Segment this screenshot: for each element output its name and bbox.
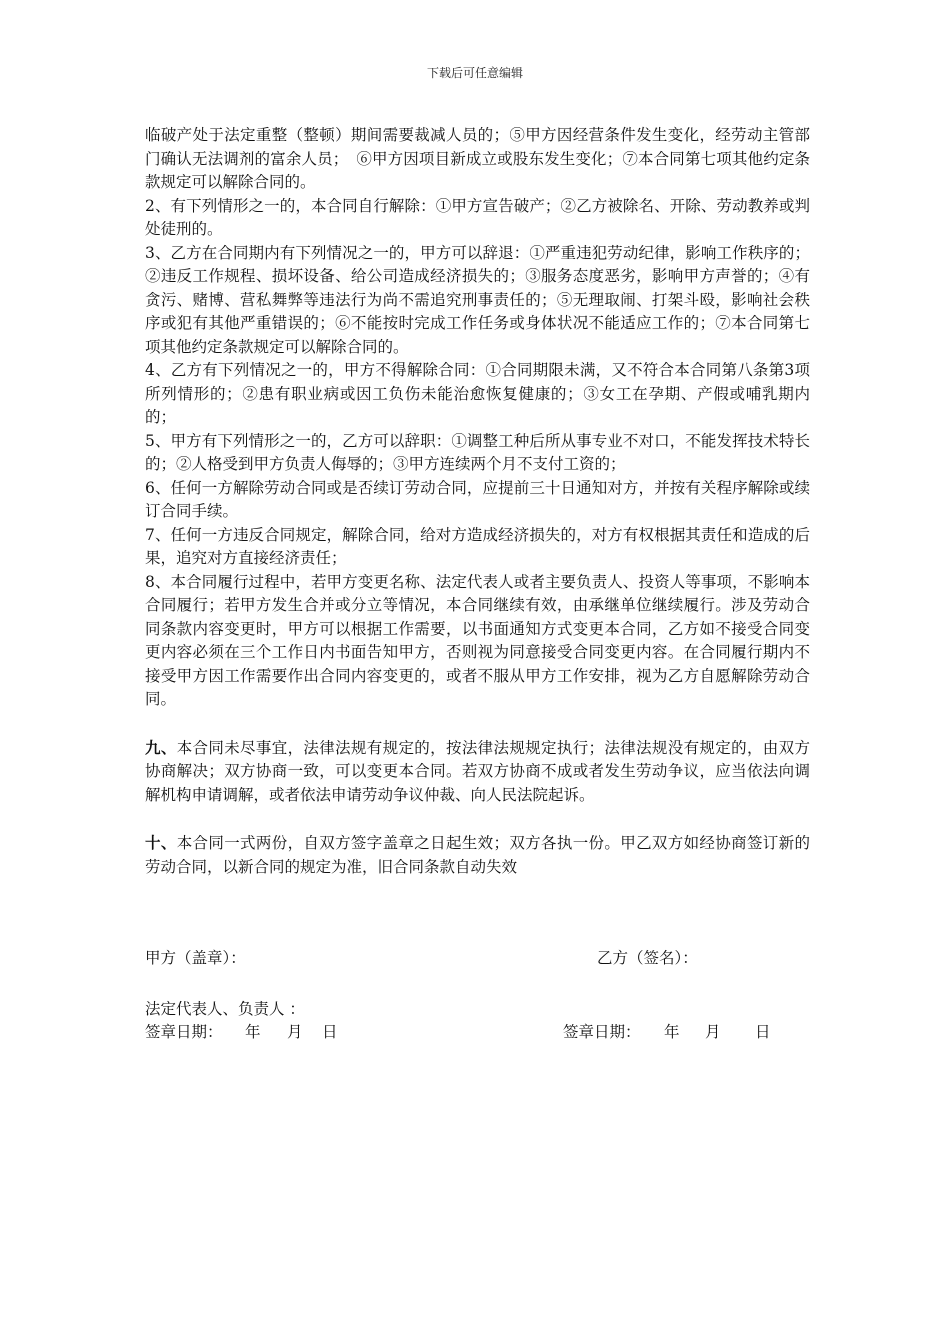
- paragraph-clause-8: 8、本合同履行过程中，若甲方变更名称、法定代表人或者主要负责人、投资人等事项，不影响本合同履行；若甲方发生合并或分立等情况，本合同继续有效，由承继单位继续履行。涉及劳动合同条款内容变更时，甲方可以根据工作需要，以书面通知方式变更本合同，乙方如不接受合同变更内容必须在三个工作日内书面告知甲方，否则视为同意接受合同变更内容。在合同履行期内不接受甲方因工作需要作出合同内容变更的，或者不服从甲方工作安排，视为乙方自愿解除劳动合同。: [145, 572, 810, 708]
- date-year-a: 年: [245, 1023, 261, 1041]
- paragraph-clause-3: 3、乙方在合同期内有下列情况之一的，甲方可以辞退：①严重违犯劳动纪律，影响工作秩序的；②违反工作规程、损坏设备、给公司造成经济损失的；③服务态度恶劣，影响甲方声誉的；④有贪污、赌博、营私舞弊等违法行为尚不需追究刑事责任的；⑤无理取闹、打架斗殴，影响社会秩序或犯有其他严重错误的；⑥不能按时完成工作任务或身体状况不能适应工作的；⑦本合同第七项其他约定条款规定可以解除合同的。: [145, 243, 810, 356]
- section-gap: [145, 712, 810, 736]
- section-9: [145, 736, 810, 808]
- date-label-b: 签章日期：: [563, 1023, 641, 1041]
- paragraph-clause-5: 5、甲方有下列情形之一的，乙方可以辞职：①调整工种后所从事专业不对口，不能发挥技术特长的；②人格受到甲方负责人侮辱的；③甲方连续两个月不支付工资的；: [145, 431, 810, 473]
- paragraph-continuation: 临破产处于法定重整（整顿）期间需要裁减人员的；⑤甲方因经营条件发生变化，经劳动主管部门确认无法调剂的富余人员； ⑥甲方因项目新成立或股东发生变化；⑦本合同第七项其他约定条款规定可以解除合同的。: [145, 126, 810, 191]
- paragraph-clause-4: 4、乙方有下列情况之一的，甲方不得解除合同：①合同期限未满，又不符合本合同第八条第3项所列情形的；②患有职业病或因工负伤未能治愈恢复健康的；③女工在孕期、产假或哺乳期内的；: [145, 361, 810, 426]
- section-9-text: 本合同未尽事宜，法律法规有规定的，按法律法规规定执行；法律法规没有规定的，由双方协商解决；双方协商一致，可以变更本合同。若双方协商不成或者发生劳动争议，应当依法向调解机构申请调解，或者依法申请劳动争议仲裁、向人民法院起诉。: [145, 738, 810, 804]
- section-10-label: 十、: [145, 833, 177, 852]
- date-month-b: 月: [705, 1023, 721, 1041]
- section-10-text: 本合同一式两份，自双方签字盖章之日起生效；双方各执一份。甲乙双方如经协商签订新的劳动合同，以新合同的规定为准，旧合同条款自动失效: [145, 834, 810, 876]
- section-gap: [145, 807, 810, 831]
- date-year-b: 年: [664, 1023, 680, 1041]
- paragraph-clause-6: 6、任何一方解除劳动合同或是否续订劳动合同，应提前三十日通知对方，并按有关程序解除或续订合同手续。: [145, 478, 810, 520]
- date-day-a: 日: [322, 1023, 338, 1041]
- date-month-a: 月: [287, 1023, 303, 1041]
- page-header: 下载后可任意编辑: [426, 66, 523, 80]
- party-b-label: 乙方（签名）：: [597, 949, 698, 967]
- paragraph-clause-2: 2、有下列情形之一的，本合同自行解除：①甲方宣告破产；②乙方被除名、开除、劳动教养或判处徒刑的。: [145, 196, 810, 238]
- paragraph-clause-7: 7、任何一方违反合同规定，解除合同，给对方造成经济损失的，对方有权根据其责任和造成的后果，追究对方直接经济责任；: [145, 525, 810, 567]
- section-9-label: 九、: [145, 737, 177, 757]
- party-a-label: 甲方（盖章）：: [145, 949, 246, 967]
- representative-label: 法定代表人、负责人 ：: [145, 1000, 305, 1018]
- section-10: [145, 831, 810, 879]
- contract-body: [145, 124, 810, 879]
- date-label-a: 签章日期：: [145, 1023, 223, 1041]
- date-day-b: 日: [755, 1023, 771, 1041]
